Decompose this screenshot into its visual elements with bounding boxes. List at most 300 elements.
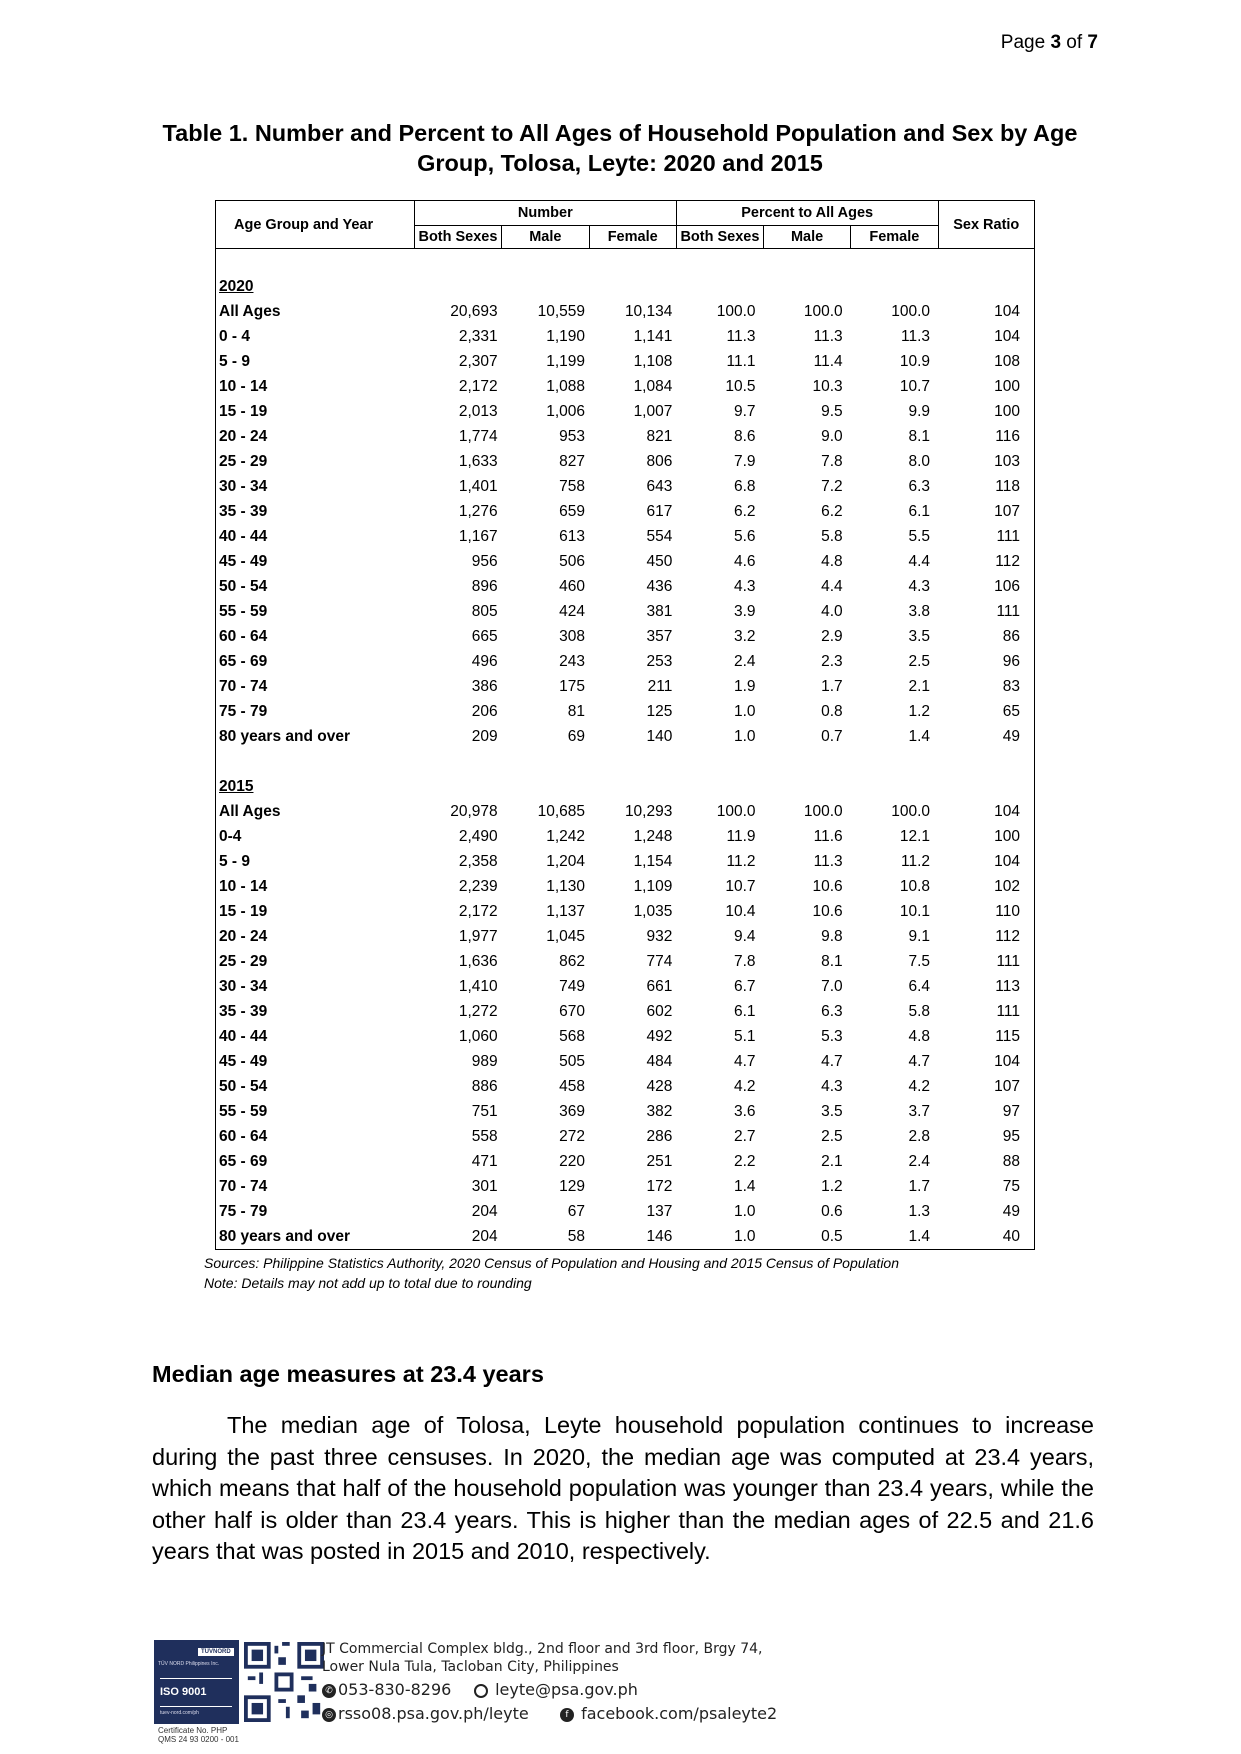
value-cell: 9.0 (821, 427, 843, 445)
value-cell: 49 (1002, 727, 1020, 745)
value-cell: 111 (996, 602, 1020, 620)
year-row (216, 274, 1035, 299)
value-cell: 3.7 (908, 1102, 931, 1120)
value-cell: 643 (646, 477, 673, 495)
value-cell: 11.4 (813, 352, 843, 370)
age-group-cell: 60 - 64 (219, 1127, 268, 1145)
age-group-cell: 0-4 (219, 827, 242, 845)
value-cell: 111 (996, 952, 1020, 970)
value-cell: 10.4 (725, 902, 756, 920)
value-cell: 4.3 (733, 577, 756, 595)
value-cell: 75 (1002, 1177, 1020, 1195)
value-cell: 20,978 (450, 802, 498, 820)
value-cell: 116 (995, 427, 1020, 445)
table-row (216, 1049, 1035, 1074)
value-cell: 2.4 (908, 1152, 931, 1170)
value-cell: 10,293 (624, 802, 673, 820)
table-row (216, 824, 1035, 849)
value-cell: 617 (646, 502, 673, 520)
value-cell: 112 (995, 552, 1020, 570)
value-cell: 2.8 (908, 1127, 931, 1145)
age-group-cell: 35 - 39 (219, 1002, 268, 1020)
value-cell: 110 (995, 902, 1020, 920)
value-cell: 886 (471, 1077, 498, 1095)
value-cell: 243 (559, 652, 585, 670)
table-row (216, 699, 1035, 724)
value-cell: 2.4 (733, 652, 756, 670)
value-cell: 10.8 (899, 877, 931, 895)
value-cell: 301 (471, 1177, 498, 1195)
value-cell: 103 (994, 452, 1020, 470)
value-cell: 4.7 (908, 1052, 931, 1070)
value-cell: 554 (646, 527, 673, 545)
table-row (216, 1074, 1035, 1099)
value-cell: 100 (994, 377, 1020, 395)
value-cell: 3.6 (733, 1102, 756, 1120)
value-cell: 6.3 (821, 1002, 843, 1020)
value-cell: 505 (559, 1052, 585, 1070)
value-cell: 10.7 (725, 877, 756, 895)
value-cell: 5.6 (733, 527, 756, 545)
value-cell: 806 (646, 452, 673, 470)
value-cell: 1,633 (458, 452, 498, 470)
table-row (216, 1124, 1035, 1149)
table-title: Table 1. Number and Percent to All Ages of Household Population and Sex by Age Group, Tolosa, Leyte: 2020 and 2015 (162, 120, 1078, 176)
page-current: 3 (1050, 32, 1062, 53)
age-group-cell: 75 - 79 (219, 702, 268, 720)
value-cell: 111 (996, 527, 1020, 545)
paragraph-text: The median age of Tolosa, Leyte household population continues to increase during the past three censuses. In 2020, the median age was computed at 23.4 years, which means that half of the household population was younger than 23.4 years, while the other half is older than 23.4 years. This is higher than the median ages of 22.5 and 21.6 years that was posted in 2015 and 2010, respectively. (152, 1412, 1094, 1564)
value-cell: 1,045 (546, 927, 585, 945)
age-group-cell: 70 - 74 (219, 677, 268, 695)
page-label: Page (1000, 32, 1051, 53)
value-cell: 10.7 (899, 377, 931, 395)
value-cell: 6.3 (908, 477, 931, 495)
value-cell: 2.7 (733, 1127, 756, 1145)
value-cell: 4.6 (733, 552, 756, 570)
value-cell: 506 (559, 552, 585, 570)
value-cell: 67 (567, 1202, 585, 1220)
value-cell: 1.0 (733, 702, 756, 720)
value-cell: 104 (994, 852, 1020, 870)
address-line-2: Lower Nula Tula, Tacloban City, Philippines (322, 1659, 619, 1675)
value-cell: 10,559 (537, 302, 585, 320)
value-cell: 3.5 (908, 627, 931, 645)
value-cell: 1,167 (458, 527, 498, 545)
spacer-row (216, 749, 1035, 774)
page-number (1001, 32, 1098, 54)
value-cell: 496 (471, 652, 498, 670)
table-row (216, 474, 1035, 499)
value-cell: 10.6 (812, 902, 843, 920)
table-row (216, 799, 1035, 824)
value-cell: 308 (559, 627, 585, 645)
value-cell: 5.5 (908, 527, 931, 545)
qr-code-icon (244, 1642, 324, 1722)
age-group-cell: 40 - 44 (219, 1027, 268, 1045)
value-cell: 4.8 (821, 552, 843, 570)
value-cell: 1,410 (458, 977, 498, 995)
value-cell: 97 (1002, 1102, 1020, 1120)
value-cell: 1,088 (546, 377, 585, 395)
header-age-group: Age Group and Year (216, 201, 415, 249)
value-cell: 211 (647, 677, 673, 695)
value-cell: 436 (646, 577, 673, 595)
email-contact (474, 1680, 638, 1699)
age-group-cell: 55 - 59 (219, 1102, 268, 1120)
value-cell: 0.6 (821, 1202, 843, 1220)
value-cell: 2.3 (821, 652, 843, 670)
value-cell: 821 (646, 427, 673, 445)
value-cell: 172 (646, 1177, 673, 1195)
value-cell: 11.6 (813, 827, 843, 845)
value-cell: 58 (567, 1227, 585, 1245)
value-cell: 932 (646, 927, 673, 945)
value-cell: 749 (559, 977, 585, 995)
table-row (216, 324, 1035, 349)
value-cell: 0.8 (821, 702, 843, 720)
phone-contact (322, 1680, 451, 1699)
value-cell: 1,977 (458, 927, 498, 945)
age-group-cell: 70 - 74 (219, 1177, 268, 1195)
value-cell: 6.2 (821, 502, 843, 520)
value-cell: 204 (471, 1227, 498, 1245)
value-cell: 3.8 (908, 602, 931, 620)
value-cell: 1,006 (546, 402, 585, 420)
value-cell: 1,272 (458, 1002, 498, 1020)
age-group-cell: 80 years and over (219, 727, 350, 745)
value-cell: 2.5 (908, 652, 931, 670)
table-row (216, 974, 1035, 999)
value-cell: 10.9 (899, 352, 931, 370)
value-cell: 272 (559, 1127, 585, 1145)
header-pct-female: Female (851, 226, 938, 249)
value-cell: 774 (646, 952, 673, 970)
value-cell: 2,358 (458, 852, 498, 870)
value-cell: 100.0 (716, 302, 756, 320)
value-cell: 206 (471, 702, 498, 720)
age-group-cell: 15 - 19 (219, 902, 268, 920)
value-cell: 5.3 (821, 1027, 843, 1045)
age-group-cell: 30 - 34 (219, 477, 268, 495)
age-group-cell: 75 - 79 (219, 1202, 268, 1220)
body-paragraph (152, 1410, 1094, 1568)
table-row (216, 1199, 1035, 1224)
value-cell: 209 (471, 727, 498, 745)
age-group-cell: 50 - 54 (219, 1077, 268, 1095)
header-num-female: Female (589, 226, 676, 249)
value-cell: 7.9 (733, 452, 756, 470)
population-table (215, 200, 1035, 1250)
value-cell: 1.0 (733, 727, 756, 745)
value-cell: 2.2 (733, 1152, 756, 1170)
value-cell: 112 (995, 927, 1020, 945)
value-cell: 4.2 (908, 1077, 931, 1095)
value-cell: 88 (1002, 1152, 1020, 1170)
iso-label: ISO 9001 (160, 1686, 207, 1698)
phone-number: 053-830-8296 (338, 1680, 452, 1699)
value-cell: 104 (994, 327, 1020, 345)
value-cell: 9.4 (733, 927, 756, 945)
table-row (216, 874, 1035, 899)
value-cell: 108 (994, 352, 1020, 370)
age-group-cell: 60 - 64 (219, 627, 268, 645)
email-link[interactable]: leyte@psa.gov.ph (495, 1680, 638, 1699)
value-cell: 3.9 (733, 602, 756, 620)
office-address (322, 1640, 763, 1676)
value-cell: 9.7 (733, 402, 756, 420)
value-cell: 1,190 (546, 327, 585, 345)
value-cell: 11.2 (726, 852, 756, 870)
value-cell: 4.3 (821, 1077, 843, 1095)
age-group-cell: All Ages (219, 302, 281, 320)
value-cell: 220 (559, 1152, 585, 1170)
header-pct-male: Male (764, 226, 851, 249)
page-footer (152, 1640, 792, 1750)
value-cell: 1.7 (908, 1177, 931, 1195)
value-cell: 10.6 (812, 877, 843, 895)
website-contact (322, 1704, 529, 1723)
value-cell: 7.0 (821, 977, 843, 995)
value-cell: 3.5 (821, 1102, 843, 1120)
value-cell: 111 (996, 1002, 1020, 1020)
value-cell: 4.4 (821, 577, 843, 595)
value-cell: 12.1 (899, 827, 931, 845)
table-row (216, 649, 1035, 674)
value-cell: 659 (559, 502, 585, 520)
age-group-cell: 80 years and over (219, 1227, 350, 1245)
value-cell: 104 (994, 302, 1020, 320)
value-cell: 1,141 (633, 327, 673, 345)
age-group-cell: 35 - 39 (219, 502, 268, 520)
value-cell: 9.1 (908, 927, 931, 945)
value-cell: 2,013 (458, 402, 498, 420)
value-cell: 8.0 (908, 452, 931, 470)
value-cell: 1.0 (733, 1202, 756, 1220)
table-row (216, 1224, 1035, 1250)
value-cell: 7.8 (733, 952, 756, 970)
iso-certification-badge (154, 1640, 239, 1724)
spacer-cell (216, 249, 1035, 275)
value-cell: 2,331 (458, 327, 498, 345)
value-cell: 137 (646, 1202, 673, 1220)
year-label: 2015 (219, 777, 254, 795)
age-group-cell: 45 - 49 (219, 1052, 268, 1070)
value-cell: 113 (995, 977, 1020, 995)
value-cell: 6.1 (733, 1002, 756, 1020)
value-cell: 2,172 (458, 377, 498, 395)
value-cell: 568 (559, 1027, 585, 1045)
value-cell: 11.1 (726, 352, 756, 370)
value-cell: 6.2 (733, 502, 756, 520)
age-group-cell: 10 - 14 (219, 377, 268, 395)
sources-text: Sources: Philippine Statistics Authority, 2020 Census of Population and Housing and 2015 Census of Population (204, 1255, 899, 1271)
facebook-icon: f (560, 1708, 574, 1722)
value-cell: 1.2 (821, 1177, 843, 1195)
value-cell: 1,636 (458, 952, 498, 970)
value-cell: 20,693 (450, 302, 498, 320)
value-cell: 1.3 (908, 1202, 931, 1220)
year-label: 2020 (219, 277, 254, 295)
value-cell: 382 (646, 1102, 673, 1120)
table-row (216, 599, 1035, 624)
certificate-label: Certificate No. PHP (158, 1726, 228, 1735)
value-cell: 11.3 (813, 852, 843, 870)
header-sex-ratio: Sex Ratio (938, 201, 1034, 249)
value-cell: 4.3 (908, 577, 931, 595)
value-cell: 2,307 (458, 352, 498, 370)
age-group-cell: 5 - 9 (219, 852, 251, 870)
value-cell: 11.3 (813, 327, 843, 345)
age-group-cell: 0 - 4 (219, 327, 251, 345)
table-row (216, 674, 1035, 699)
header-percent-group: Percent to All Ages (676, 201, 938, 226)
value-cell: 10.5 (725, 377, 756, 395)
value-cell: 65 (1002, 702, 1020, 720)
value-cell: 10.3 (812, 377, 843, 395)
value-cell: 381 (646, 602, 673, 620)
value-cell: 4.2 (733, 1077, 756, 1095)
year-row (216, 774, 1035, 799)
value-cell: 2.9 (821, 627, 843, 645)
email-icon (474, 1684, 488, 1698)
value-cell: 251 (646, 1152, 673, 1170)
table-row (216, 574, 1035, 599)
age-group-cell: All Ages (219, 802, 281, 820)
spacer-row (216, 249, 1035, 275)
page-of: of (1061, 32, 1088, 53)
value-cell: 2,490 (458, 827, 498, 845)
table-row (216, 1099, 1035, 1124)
value-cell: 2,239 (458, 877, 498, 895)
tuv-logo: TÜVNORD (198, 1648, 234, 1656)
value-cell: 1,204 (546, 852, 585, 870)
table-row (216, 899, 1035, 924)
value-cell: 1,060 (458, 1027, 498, 1045)
value-cell: 40 (1002, 1227, 1020, 1245)
age-group-cell: 65 - 69 (219, 1152, 268, 1170)
value-cell: 6.7 (733, 977, 756, 995)
value-cell: 100 (994, 402, 1020, 420)
value-cell: 1.0 (733, 1227, 756, 1245)
value-cell: 4.8 (908, 1027, 931, 1045)
value-cell: 2.5 (821, 1127, 843, 1145)
value-cell: 106 (994, 577, 1020, 595)
facebook-contact (560, 1704, 777, 1723)
table-row (216, 624, 1035, 649)
table-row (216, 399, 1035, 424)
value-cell: 11.3 (900, 327, 931, 345)
table-row (216, 924, 1035, 949)
phone-icon: ✆ (322, 1684, 336, 1698)
value-cell: 7.5 (908, 952, 931, 970)
value-cell: 492 (646, 1027, 673, 1045)
value-cell: 558 (471, 1127, 498, 1145)
section-heading: Median age measures at 23.4 years (152, 1361, 544, 1387)
table-body (216, 249, 1035, 1250)
table-row (216, 549, 1035, 574)
table-row (216, 524, 1035, 549)
value-cell: 1,242 (546, 827, 585, 845)
value-cell: 86 (1002, 627, 1020, 645)
address-line-1: JT Commercial Complex bldg., 2nd floor and 3rd floor, Brgy 74, (322, 1641, 763, 1657)
badge-divider (160, 1678, 232, 1679)
tuv-sub: TÜV NORD Philippines Inc. (158, 1661, 220, 1667)
value-cell: 49 (1002, 1202, 1020, 1220)
age-group-cell: 40 - 44 (219, 527, 268, 545)
page-total: 7 (1087, 32, 1098, 53)
value-cell: 96 (1002, 652, 1020, 670)
facebook-link[interactable]: facebook.com/psaleyte2 (581, 1704, 778, 1723)
age-group-cell: 15 - 19 (219, 402, 268, 420)
age-group-cell: 30 - 34 (219, 977, 268, 995)
value-cell: 100.0 (891, 802, 931, 820)
value-cell: 9.9 (908, 402, 931, 420)
note-text: Note: Details may not add up to total due to rounding (204, 1275, 532, 1291)
value-cell: 10,134 (624, 302, 673, 320)
value-cell: 989 (471, 1052, 498, 1070)
age-group-cell: 20 - 24 (219, 927, 268, 945)
value-cell: 286 (646, 1127, 673, 1145)
value-cell: 1.7 (821, 677, 843, 695)
age-group-cell: 55 - 59 (219, 602, 268, 620)
value-cell: 4.0 (821, 602, 843, 620)
value-cell: 1,774 (458, 427, 498, 445)
value-cell: 613 (559, 527, 585, 545)
age-group-cell: 45 - 49 (219, 552, 268, 570)
value-cell: 204 (471, 1202, 498, 1220)
value-cell: 751 (471, 1102, 498, 1120)
value-cell: 805 (471, 602, 498, 620)
value-cell: 11.2 (900, 852, 931, 870)
website-link[interactable]: rsso08.psa.gov.ph/leyte (338, 1704, 529, 1723)
table-row (216, 449, 1035, 474)
globe-icon: ◎ (322, 1708, 336, 1722)
value-cell: 460 (559, 577, 585, 595)
value-cell: 107 (994, 502, 1020, 520)
value-cell: 5.8 (821, 527, 843, 545)
value-cell: 2.1 (908, 677, 931, 695)
value-cell: 5.8 (908, 1002, 931, 1020)
value-cell: 956 (471, 552, 498, 570)
value-cell: 8.1 (821, 952, 843, 970)
table-row (216, 724, 1035, 749)
value-cell: 665 (471, 627, 498, 645)
value-cell: 953 (559, 427, 585, 445)
value-cell: 1,109 (633, 877, 673, 895)
value-cell: 4.7 (821, 1052, 843, 1070)
value-cell: 175 (559, 677, 585, 695)
header-num-male: Male (502, 226, 589, 249)
value-cell: 125 (646, 702, 673, 720)
value-cell: 424 (559, 602, 585, 620)
value-cell: 95 (1002, 1127, 1020, 1145)
population-table-container (215, 200, 1035, 1250)
value-cell: 83 (1002, 677, 1020, 695)
badge-divider (160, 1706, 232, 1707)
value-cell: 1.4 (908, 727, 931, 745)
table-row (216, 1024, 1035, 1049)
value-cell: 0.5 (821, 1227, 843, 1245)
certificate-code: QMS 24 93 0200 - 001 (158, 1735, 239, 1744)
value-cell: 3.2 (733, 627, 756, 645)
table-row (216, 424, 1035, 449)
age-group-cell: 50 - 54 (219, 577, 268, 595)
value-cell: 5.1 (733, 1027, 756, 1045)
value-cell: 1,401 (458, 477, 498, 495)
value-cell: 6.8 (733, 477, 756, 495)
value-cell: 69 (567, 727, 585, 745)
